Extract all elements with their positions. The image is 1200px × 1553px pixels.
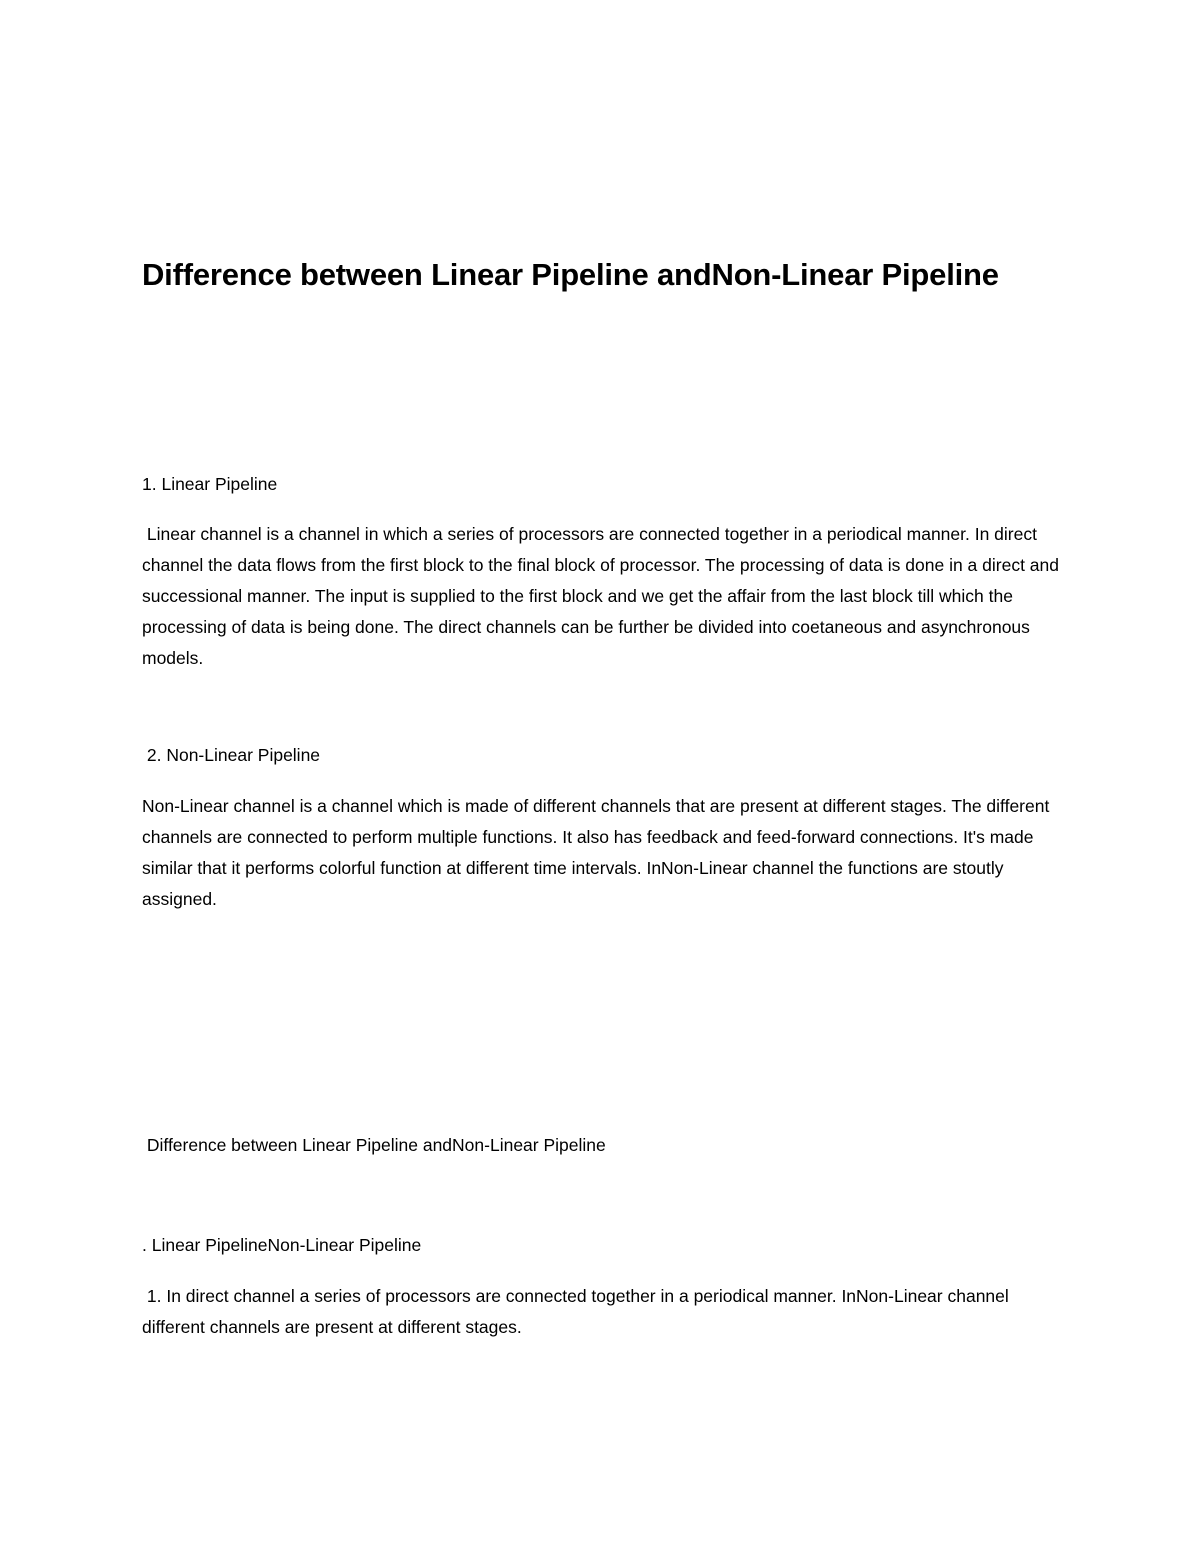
comparison-subtitle: Difference between Linear Pipeline andNon-Linear Pipeline [142,1135,606,1155]
section2-body: Non-Linear channel is a channel which is made of different channels that are present at different stages. The different channels are connected to perform multiple functions. It also has feedback and feed-forward connections. It's made similar that it performs colorful function at different time intervals. InNon-Linear channel the functions are stoutly assigned. [142,796,1055,909]
section1-heading: 1. Linear Pipeline [142,474,278,494]
comparison-point-1: 1. In direct channel a series of processors are connected together in a periodical manner. InNon-Linear channel different channels are present at different stages. [142,1286,1014,1337]
comparison-table-header: . Linear PipelineNon-Linear Pipeline [142,1235,422,1255]
document-title: Difference between Linear Pipeline andNon-Linear Pipeline [142,257,999,292]
section1-body: Linear channel is a channel in which a series of processors are connected together in a periodical manner. In direct channel the data flows from the first block to the final block of processor. The processing of data is done in a direct and successional manner. The input is supplied to the first block and we get the affair from the last block till which the processing of data is being done. The direct channels can be further be divided into coetaneous and asynchronous models. [142,524,1064,668]
section2-heading: 2. Non-Linear Pipeline [142,745,321,765]
